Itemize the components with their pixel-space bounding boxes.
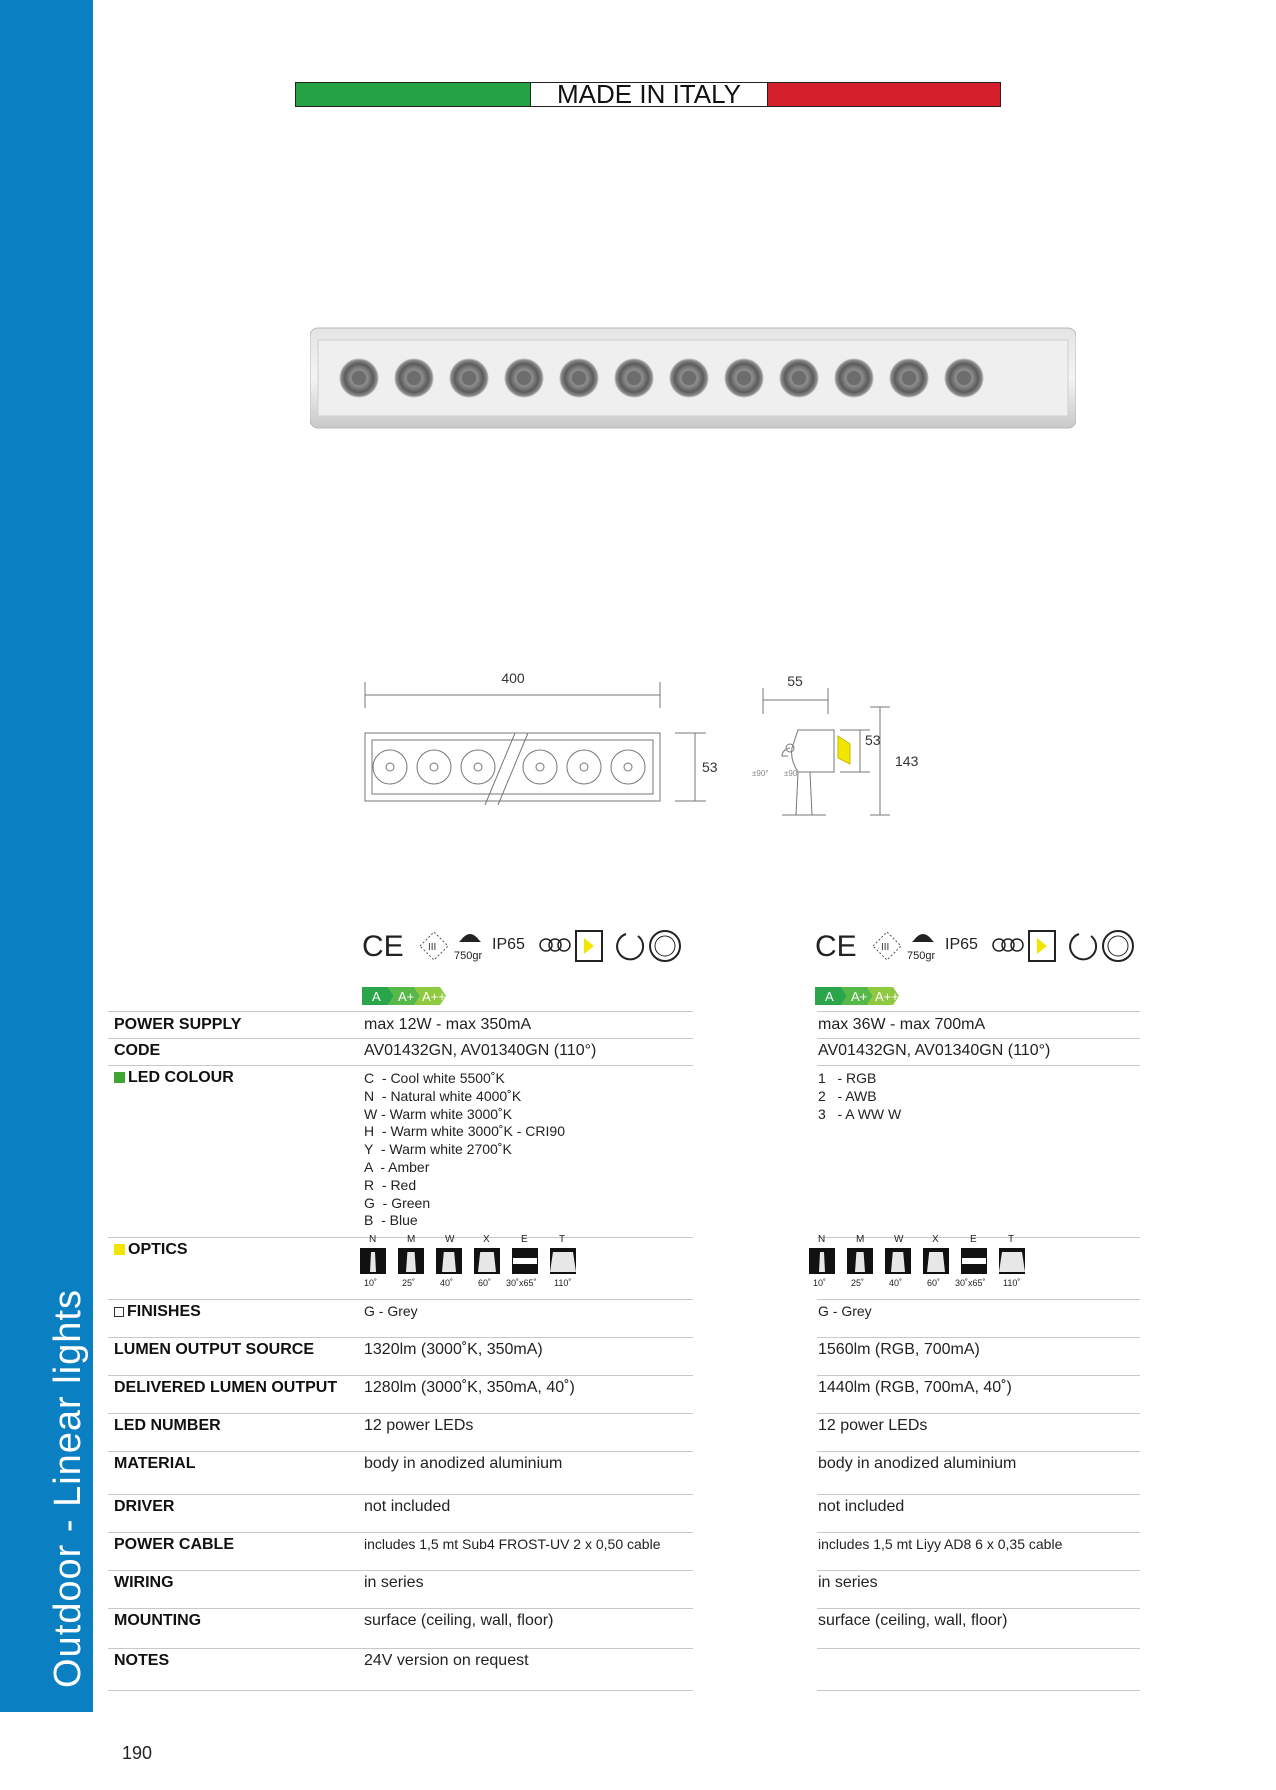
table-rule [817, 1494, 1140, 1495]
spec-value-col2: includes 1,5 mt Liyy AD8 6 x 0,35 cable [818, 1536, 1063, 1552]
led-source-icon [576, 931, 602, 961]
ip-rating: IP65 [492, 936, 525, 953]
led-core [737, 371, 751, 385]
beam-angle-icon [550, 1248, 576, 1274]
dim-height-total: 143 [895, 753, 919, 769]
yellow-square-icon [114, 1244, 125, 1255]
table-rule [817, 1608, 1140, 1609]
spec-value-col2: not included [818, 1498, 905, 1515]
beam-angle-icon [847, 1248, 873, 1274]
svg-text:III: III [881, 942, 890, 953]
drawing-led-dot [624, 763, 632, 771]
optic-angle: 10˚ [364, 1278, 378, 1288]
beam-angle-icon [398, 1248, 424, 1274]
drawing-led-dot [536, 763, 544, 771]
drawing-led-dot [474, 763, 482, 771]
energy-class-icon [362, 985, 448, 1007]
optic-angle: 60˚ [478, 1278, 492, 1288]
spec-label-text: MATERIAL [114, 1455, 196, 1472]
table-rule [817, 1532, 1140, 1533]
spec-label-text: CODE [114, 1042, 161, 1059]
spec-label [114, 1341, 314, 1359]
table-rule [108, 1532, 693, 1533]
spec-value-col2: AV01432GN, AV01340GN (110°) [818, 1042, 1051, 1059]
spec-label [114, 1455, 195, 1473]
table-rule [108, 1375, 693, 1376]
drawing-led-dot [580, 763, 588, 771]
spec-value-col1: G - Grey [364, 1303, 418, 1319]
drawing-led-ring [373, 750, 407, 784]
spec-label [114, 1016, 241, 1034]
spec-label [114, 1417, 221, 1435]
drawing-led-dot [430, 763, 438, 771]
flag-green [296, 83, 530, 106]
spec-value-col1: 1280lm (3000˚K, 350mA, 40˚) [364, 1379, 575, 1396]
optic-angle: 25˚ [402, 1278, 416, 1288]
led-core [902, 371, 916, 385]
optic-letter: E [521, 1234, 528, 1245]
spec-label-text: OPTICS [128, 1241, 188, 1258]
drawing-led-ring [567, 750, 601, 784]
table-rule [817, 1570, 1140, 1571]
led-core [462, 371, 476, 385]
dim-width-side: 55 [787, 673, 803, 689]
spec-value-col1: 12 power LEDs [364, 1417, 474, 1434]
energy-class-a: A [825, 989, 834, 1004]
spec-label [114, 1303, 201, 1321]
weight-label: 750gr [907, 950, 936, 962]
energy-class-a: A [372, 989, 381, 1004]
page-number: 190 [122, 1743, 153, 1763]
table-rule [108, 1413, 693, 1414]
optic-angle: 25˚ [851, 1278, 865, 1288]
spec-value-col2: body in anodized aluminium [818, 1455, 1017, 1472]
table-rule [817, 1299, 1140, 1300]
optic-letter: T [559, 1234, 566, 1245]
table-rule [108, 1648, 693, 1649]
tilt-left-label: ±90° [752, 769, 769, 778]
table-rule [108, 1690, 693, 1691]
beam-angle-icon [999, 1248, 1025, 1274]
table-rule [108, 1038, 693, 1039]
energy-class-a-plus: A+ [851, 989, 868, 1004]
led-core [682, 371, 696, 385]
optic-angle: 30˚x65˚ [506, 1278, 537, 1288]
spec-label-text: MOUNTING [114, 1612, 202, 1629]
ip-rating: IP65 [945, 936, 978, 953]
optic-letter: T [1008, 1234, 1015, 1245]
spec-label-text: LED COLOUR [128, 1069, 234, 1086]
beam-angle-icon [923, 1248, 949, 1274]
beam-angle-icon [961, 1248, 987, 1274]
spec-label-text: LUMEN OUTPUT SOURCE [114, 1341, 314, 1358]
spec-label [114, 1652, 169, 1670]
rotation-icon [1070, 934, 1096, 959]
optic-angle: 40˚ [440, 1278, 454, 1288]
section-title: Outdoor - Linear lights [47, 1289, 89, 1688]
led-core [407, 371, 421, 385]
spec-label-text: POWER CABLE [114, 1536, 234, 1553]
energy-label-left [362, 985, 448, 1012]
product-photo [310, 326, 1076, 430]
table-rule [817, 1038, 1140, 1039]
energy-class-a-plus-plus: A++ [875, 989, 899, 1004]
rotation-icon [617, 934, 643, 959]
led-core [847, 371, 861, 385]
table-rule [108, 1570, 693, 1571]
spec-label-text: DELIVERED LUMEN OUTPUT [114, 1379, 338, 1396]
dim-length: 400 [501, 670, 525, 686]
spec-label-text: POWER SUPPLY [114, 1016, 242, 1033]
spec-label-text: WIRING [114, 1574, 174, 1591]
spec-value-col2: 1440lm (RGB, 700mA, 40˚) [818, 1379, 1012, 1396]
drawing-led-ring [523, 750, 557, 784]
led-core [627, 371, 641, 385]
table-rule [817, 1648, 1140, 1649]
weight-label: 750gr [454, 950, 483, 962]
cert-icons-left [362, 926, 697, 971]
optic-angle: 40˚ [889, 1278, 903, 1288]
spec-label-text: LED NUMBER [114, 1417, 221, 1434]
optic-letter: N [818, 1234, 826, 1245]
table-rule [817, 1451, 1140, 1452]
led-core [792, 371, 806, 385]
spec-value-col1: surface (ceiling, wall, floor) [364, 1612, 554, 1629]
optic-letter: M [856, 1234, 865, 1245]
optic-letter: N [369, 1234, 377, 1245]
table-rule [108, 1608, 693, 1609]
ce-mark-icon: CE [815, 930, 857, 963]
optic-angle: 110˚ [554, 1278, 572, 1288]
drawing-led-ring [417, 750, 451, 784]
led-core [957, 371, 971, 385]
spec-label-text: NOTES [114, 1652, 170, 1669]
energy-class-a-plus: A+ [398, 989, 415, 1004]
optic-letter: M [407, 1234, 416, 1245]
spec-value-col1: includes 1,5 mt Sub4 FROST-UV 2 x 0,50 cable [364, 1536, 661, 1552]
spec-value-col2: max 36W - max 700mA [818, 1016, 986, 1033]
made-in-italy-banner [295, 79, 1001, 109]
optic-angle: 30˚x65˚ [955, 1278, 986, 1288]
svg-text:III: III [428, 942, 437, 953]
table-rule [108, 1065, 693, 1066]
dim-height-side: 53 [865, 732, 881, 748]
optic-letter: E [970, 1234, 977, 1245]
spec-value-col1: not included [364, 1498, 451, 1515]
spec-label [114, 1241, 188, 1259]
link-icon [993, 939, 1023, 951]
weight-icon [912, 934, 934, 942]
banner-text: MADE IN ITALY [530, 83, 768, 106]
spec-value-col1: max 12W - max 350mA [364, 1016, 532, 1033]
spec-value-col2: 12 power LEDs [818, 1417, 928, 1434]
led-core [517, 371, 531, 385]
table-rule [817, 1065, 1140, 1066]
optic-angle: 10˚ [813, 1278, 827, 1288]
spec-value-col2: G - Grey [818, 1303, 872, 1319]
energy-class-icon [815, 985, 901, 1007]
spec-label-text: DRIVER [114, 1498, 175, 1515]
optic-letter: W [445, 1234, 455, 1245]
spec-label [114, 1536, 234, 1554]
optic-angle: 60˚ [927, 1278, 941, 1288]
cert-icon-row [815, 926, 1150, 966]
weight-icon [459, 934, 481, 942]
beam-angle-icon [360, 1248, 386, 1274]
spec-value-col2: 1 - RGB 2 - AWB 3 - A WW W [818, 1070, 902, 1122]
energy-label-right [815, 985, 901, 1012]
optics-icons [809, 1234, 1029, 1294]
spec-value-col2: 1560lm (RGB, 700mA) [818, 1341, 980, 1358]
optic-letter: X [932, 1234, 939, 1245]
link-icon [540, 939, 570, 951]
table-rule [817, 1413, 1140, 1414]
drawing-led-ring [611, 750, 645, 784]
dim-height-front: 53 [702, 759, 718, 775]
tilt-right-label: ±90 [784, 769, 798, 778]
optic-angle: 110˚ [1003, 1278, 1021, 1288]
spec-label [114, 1379, 337, 1397]
led-core [572, 371, 586, 385]
beam-angle-icon [512, 1248, 538, 1274]
optic-letter: X [483, 1234, 490, 1245]
technical-drawing [350, 660, 930, 830]
table-rule [108, 1494, 693, 1495]
spec-value-col1: 24V version on request [364, 1652, 529, 1669]
spec-label [114, 1612, 201, 1630]
spec-label [114, 1498, 174, 1516]
beam-angle-icon [809, 1248, 835, 1274]
optic-letter: W [894, 1234, 904, 1245]
table-rule [108, 1011, 693, 1012]
spec-label [114, 1069, 234, 1087]
table-rule [817, 1011, 1140, 1012]
beam-angle-icon [885, 1248, 911, 1274]
spec-value-col2: surface (ceiling, wall, floor) [818, 1612, 1008, 1629]
table-rule [817, 1337, 1140, 1338]
energy-class-a-plus-plus: A++ [422, 989, 446, 1004]
drawing-led-ring [461, 750, 495, 784]
ce-mark-icon: CE [362, 930, 404, 963]
spec-value-col1: C - Cool white 5500˚K N - Natural white 4000˚K W - Warm white 3000˚K H - Warm white 3000˚K - CRI90 Y - Warm white 2700˚K A - Amber R - Red G - Green B - Blue [364, 1070, 565, 1229]
drawing-led-dot [386, 763, 394, 771]
spec-label [114, 1574, 174, 1592]
led-core [352, 371, 366, 385]
table-rule [108, 1451, 693, 1452]
beam-angle-icon [474, 1248, 500, 1274]
spec-value-col1: 1320lm (3000˚K, 350mA) [364, 1341, 543, 1358]
table-rule [817, 1690, 1140, 1691]
spec-value-col1: in series [364, 1574, 424, 1591]
cert-icons-right [815, 926, 1150, 971]
cert-icon-row [362, 926, 697, 966]
led-source-icon [1029, 931, 1055, 961]
spec-value-col1: body in anodized aluminium [364, 1455, 563, 1472]
table-rule [108, 1299, 693, 1300]
spec-label [114, 1042, 160, 1060]
empty-square-icon [114, 1307, 124, 1317]
green-square-icon [114, 1072, 125, 1083]
spec-value-col2: in series [818, 1574, 878, 1591]
table-rule [817, 1375, 1140, 1376]
optics-icons [360, 1234, 580, 1294]
beam-angle-icon [436, 1248, 462, 1274]
spec-value-col1: AV01432GN, AV01340GN (110°) [364, 1042, 597, 1059]
flag-red [768, 83, 1000, 106]
table-rule [108, 1337, 693, 1338]
spec-label-text: FINISHES [127, 1303, 201, 1320]
